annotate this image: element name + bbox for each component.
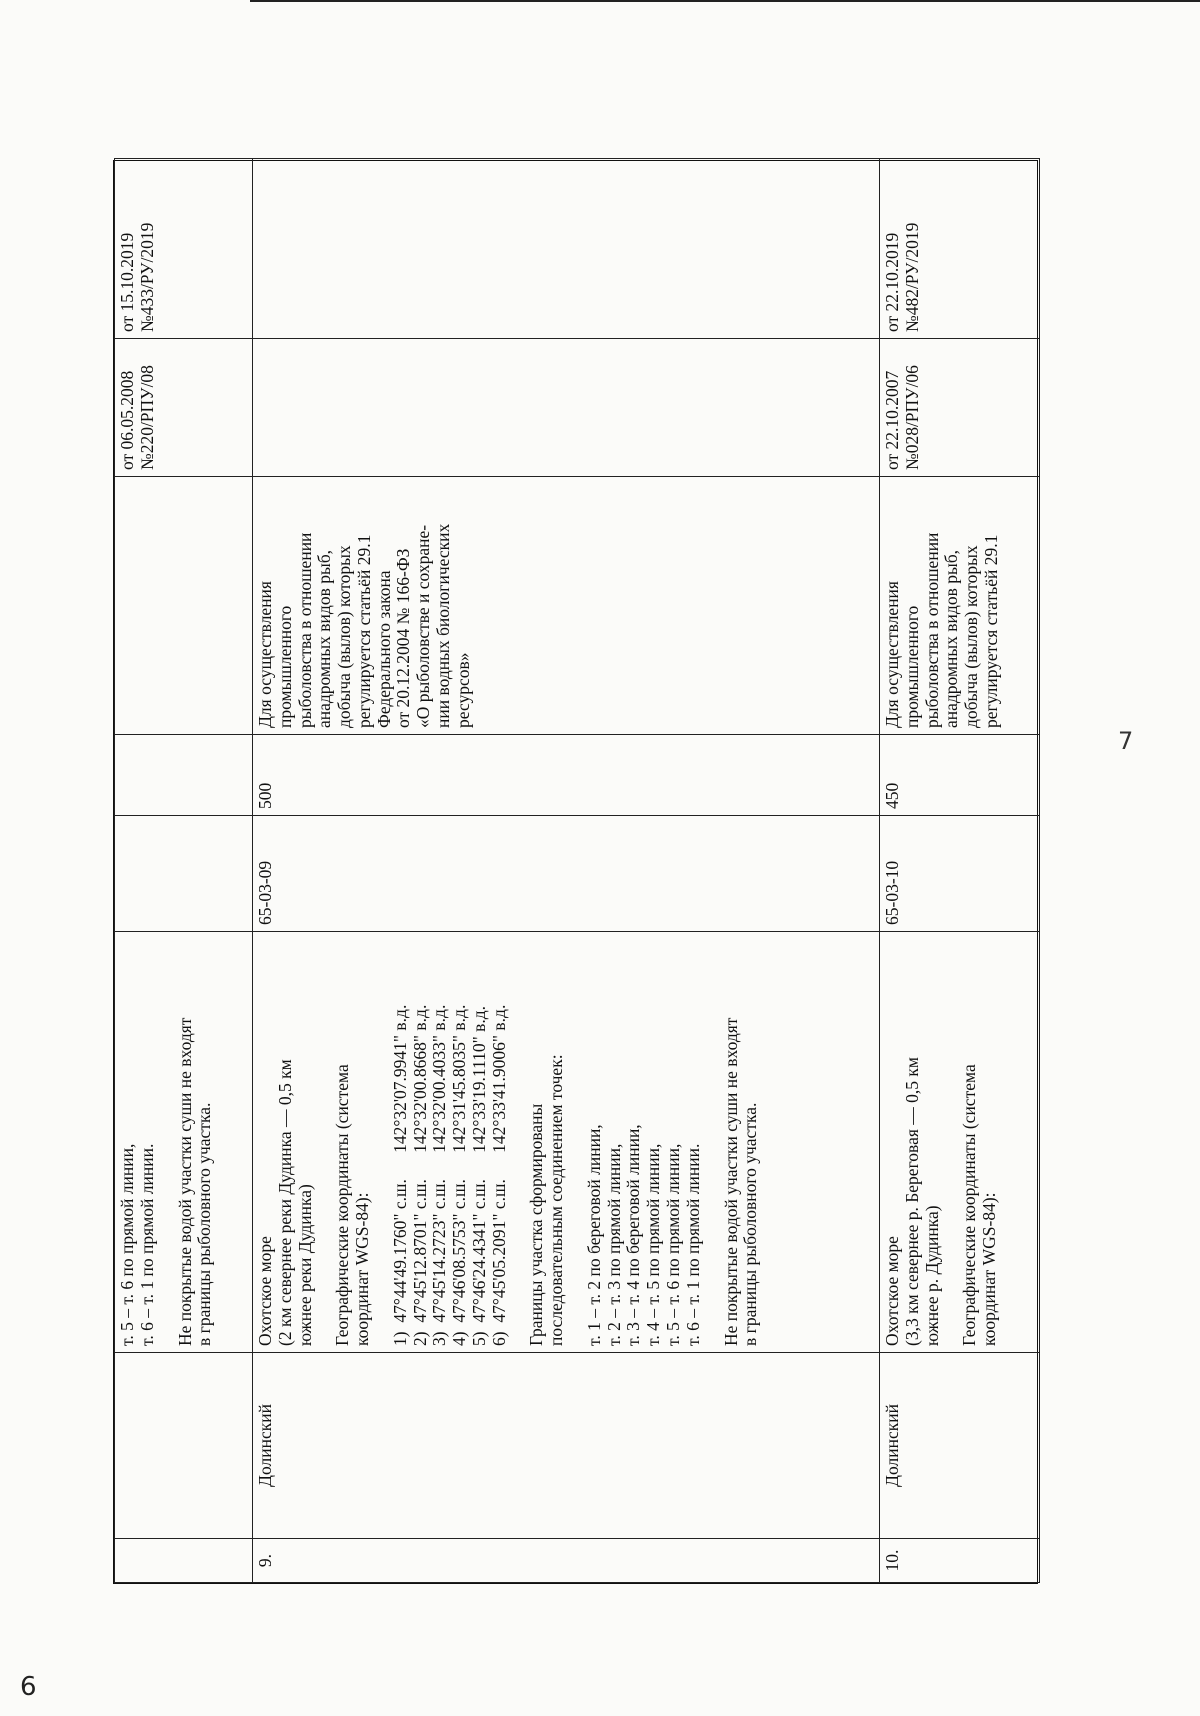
cell-decision (253, 339, 880, 477)
purpose-line: промышленного (901, 605, 922, 728)
water-line: (2 км севернее реки Дудинка — 0,5 км (274, 1059, 295, 1346)
fishing-areas-table (114, 158, 1040, 1583)
purpose-line: добыча (вылов) которых (334, 545, 355, 728)
table-row-continuation (115, 159, 253, 1583)
registration-date: от 22.10.2019 (882, 232, 902, 332)
decision-number: №220/РПУ/08 (136, 365, 157, 470)
coordinate-line: 4) 47°46'08.5753" с.ш. 142°31'45.8035" в.д. (449, 1004, 470, 1346)
cell-area (115, 1353, 253, 1539)
bounds-line: т. 3 – т. 4 по береговой линии, (623, 1124, 644, 1346)
bounds-title-line: Границы участка сформированы (526, 1103, 547, 1346)
cell-num: 9. (253, 1539, 880, 1583)
purpose-line: Для осуществления (255, 581, 275, 728)
coords-title-line: координат WGS-84): (352, 1192, 373, 1346)
purpose-line: регулируется статьёй 29.1 (353, 534, 374, 728)
cell-decision (880, 339, 1040, 477)
registration-number: №433/РУ/2019 (136, 222, 157, 332)
cell-size (115, 735, 253, 816)
bounds-line: т. 1 – т. 2 по береговой линии, (583, 1124, 604, 1346)
purpose-line: промышленного (274, 605, 295, 728)
top-edge-line (250, 0, 1200, 2)
purpose-line: ресурсов» (452, 652, 473, 728)
cell-registration (115, 159, 253, 339)
purpose-line: добыча (вылов) которых (961, 545, 982, 728)
note-line: в границы рыболовного участка. (740, 1102, 761, 1346)
cell-registration (253, 159, 880, 339)
bounds-line: т. 5 – т. 6 по прямой линии, (663, 1143, 684, 1346)
purpose-line: Для осуществления (882, 581, 902, 728)
bounds-title-line: последовательным соединением точек: (546, 1054, 567, 1346)
coords-title-line: координат WGS-84): (979, 1192, 1000, 1346)
registration-date: от 15.10.2019 (117, 232, 137, 332)
purpose-line: рыболовства в отношении (921, 532, 942, 728)
bounds-line: т. 4 – т. 5 по прямой линии, (643, 1143, 664, 1346)
decision-date: от 22.10.2007 (882, 370, 902, 470)
water-line: (3,3 км севернее р. Береговая — 0,5 км (901, 1057, 922, 1346)
water-line: Охотское море (255, 1236, 275, 1346)
cell-description (253, 932, 880, 1353)
text-line: т. 6 – т. 1 по прямой линии. (136, 1143, 157, 1346)
purpose-line: нии водных биологических (432, 523, 453, 728)
bounds-line: т. 6 – т. 1 по прямой линии. (682, 1143, 703, 1346)
coordinate-line: 2) 47°45'12.8701" с.ш. 142°32'00.8668" в.д. (409, 1004, 430, 1346)
cell-registration (880, 159, 1040, 339)
water-line: южнее реки Дудинка) (294, 1184, 315, 1346)
decision-date: от 06.05.2008 (117, 370, 137, 470)
cell-purpose (253, 477, 880, 735)
coordinate-line: 3) 47°45'14.2723" с.ш. 142°32'00.4033" в.д. (429, 1004, 450, 1346)
cell-code (115, 816, 253, 932)
coordinate-line: 5) 47°46'24.4341" с.ш. 142°33'19.1110" в.д. (468, 1005, 489, 1346)
coordinate-line: 1) 47°44'49.1760" с.ш. 142°32'07.9941" в.д. (389, 1004, 410, 1346)
text-line: т. 5 – т. 6 по прямой линии, (117, 1143, 137, 1346)
purpose-line: рыболовства в отношении (294, 532, 315, 728)
page-number: 6 (20, 1672, 37, 1702)
bounds-line: т. 2 – т. 3 по прямой линии, (603, 1143, 624, 1346)
purpose-line: регулируется статьёй 29.1 (980, 534, 1001, 728)
cell-description (115, 932, 253, 1353)
cell-code: 65-03-10 (880, 816, 1040, 932)
cell-size: 500 (253, 735, 880, 816)
purpose-line: от 20.12.2004 № 166-ФЗ (393, 548, 414, 728)
cell-code: 65-03-09 (253, 816, 880, 932)
water-line: южнее р. Дудинка) (921, 1205, 942, 1346)
cell-purpose (115, 477, 253, 735)
rotated-table-frame (113, 160, 1038, 1584)
cell-area: Долинский (253, 1353, 880, 1539)
purpose-line: анадромных видов рыб, (314, 550, 335, 728)
water-line: Охотское море (882, 1236, 902, 1346)
purpose-line: «О рыболовстве и сохране- (413, 524, 434, 728)
table-row-9 (253, 159, 880, 1583)
cell-num: 10. (880, 1539, 1040, 1583)
purpose-line: анадромных видов рыб, (941, 550, 962, 728)
registration-number: №482/РУ/2019 (901, 222, 922, 332)
cell-purpose (880, 477, 1040, 735)
coords-title-line: Географические координаты (система (332, 1064, 353, 1346)
note-line: в границы рыболовного участка. (194, 1102, 215, 1346)
cell-size: 450 (880, 735, 1040, 816)
purpose-line: Федерального закона (373, 570, 394, 728)
cell-area: Долинский (880, 1353, 1040, 1539)
cell-num (115, 1539, 253, 1583)
cell-decision (115, 339, 253, 477)
coords-title-line: Географические координаты (система (959, 1064, 980, 1346)
note-line: Не покрытые водой участки суши не входят (720, 1017, 741, 1346)
coordinate-line: 6) 47°45'05.2091" с.ш. 142°33'41.9006" в.д. (488, 1004, 509, 1346)
decision-number: №028/РПУ/06 (901, 365, 922, 470)
stamp-page-mark: 7 (1118, 727, 1134, 755)
cell-description (880, 932, 1040, 1353)
table-row-10 (880, 159, 1040, 1583)
note-line: Не покрытые водой участки суши не входят (174, 1017, 195, 1346)
